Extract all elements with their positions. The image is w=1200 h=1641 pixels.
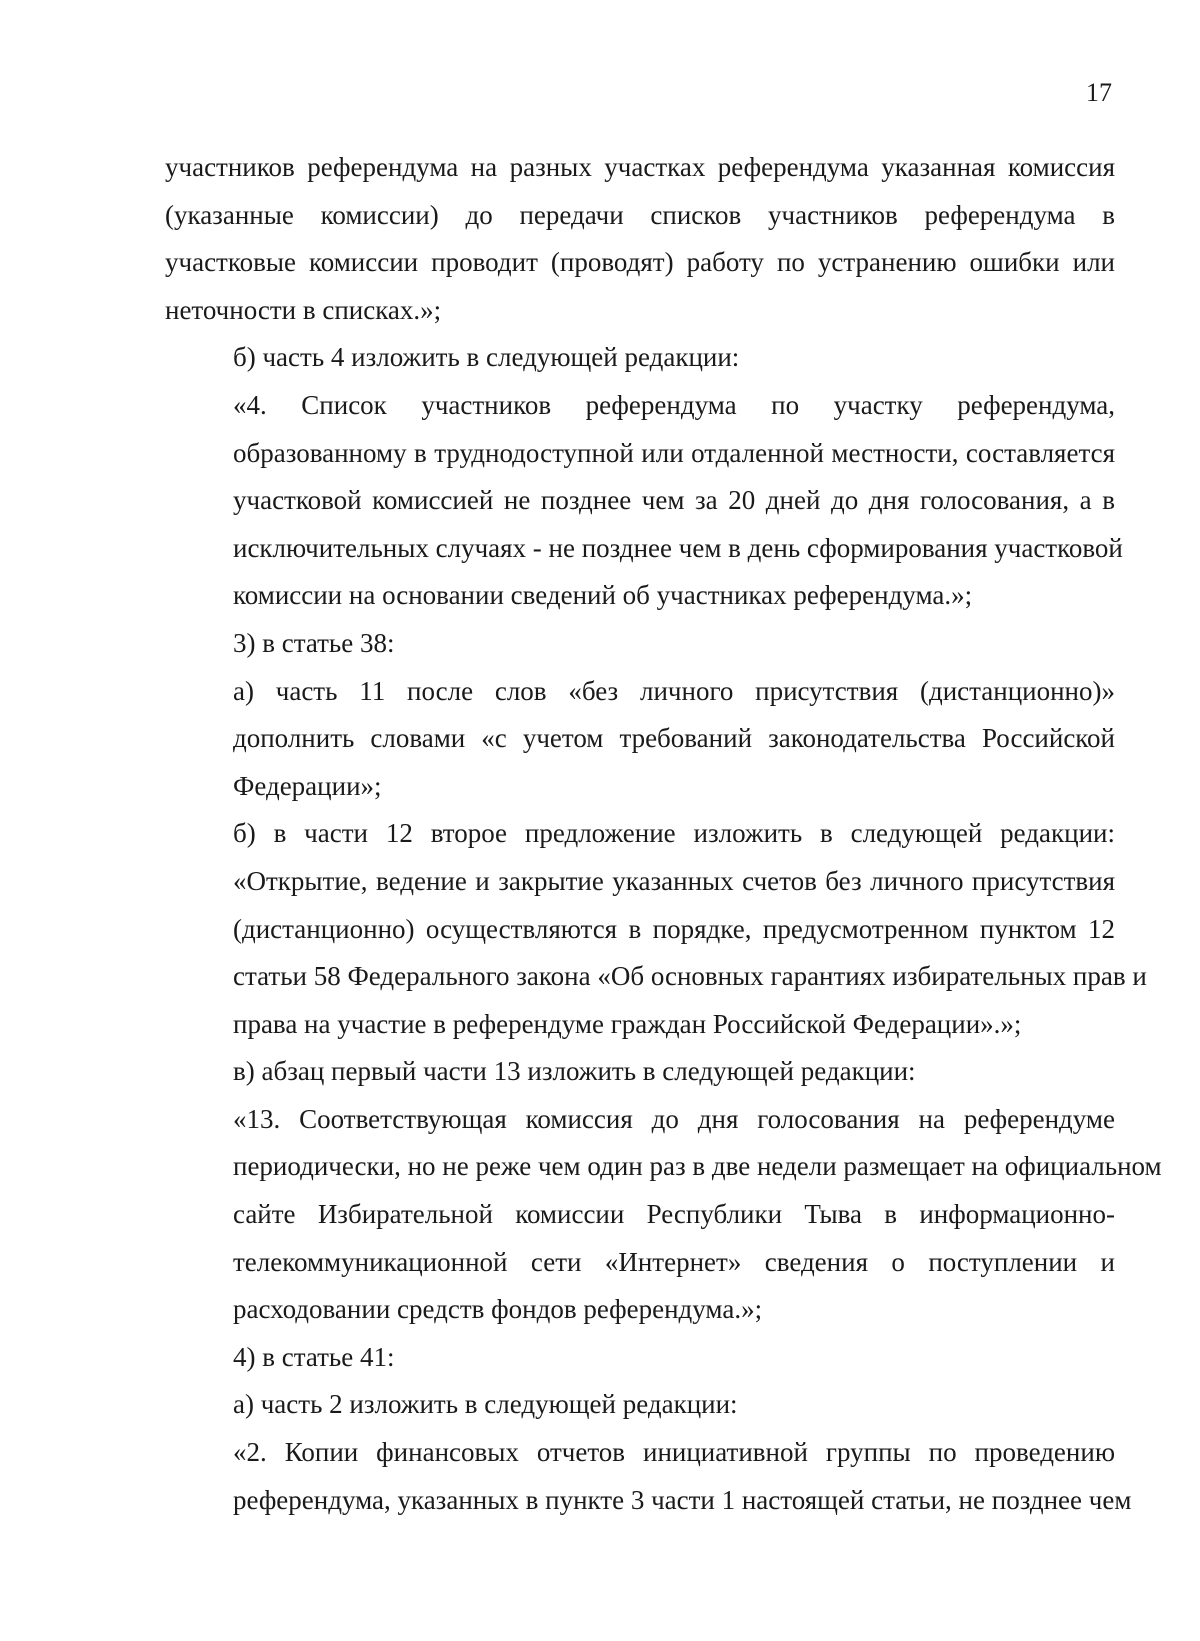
text-line: а) часть 11 после слов «без личного присутствия (дистанционно)» xyxy=(233,675,1115,706)
paragraph xyxy=(165,1334,1115,1382)
text-line: участковые комиссии проводит (проводят) работу по устранению ошибки или xyxy=(165,247,1115,278)
document-body xyxy=(165,144,1162,1524)
text-line: исключительных случаях - не позднее чем в день сформирования участковой xyxy=(233,532,1123,563)
paragraph xyxy=(165,810,1147,1048)
text-line: «2. Копии финансовых отчетов инициативной группы по проведению xyxy=(233,1437,1115,1468)
text-line: 3) в статье 38: xyxy=(233,627,395,658)
text-line: расходовании средств фондов референдума.»; xyxy=(233,1294,763,1325)
paragraph xyxy=(165,382,1123,620)
text-line: образованному в труднодоступной или отдаленной местности, составляется xyxy=(233,437,1115,468)
page-number: 17 xyxy=(1086,78,1112,107)
paragraph xyxy=(165,620,1115,668)
text-line: права на участие в референдуме граждан Российской Федерации».»; xyxy=(233,1008,1022,1039)
paragraph xyxy=(165,334,1115,382)
text-line: «4. Список участников референдума по участку референдума, xyxy=(233,389,1115,420)
text-line: участковой комиссией не позднее чем за 20 дней до дня голосования, а в xyxy=(233,485,1115,516)
text-line: сайте Избирательной комиссии Республики Тыва в информационно- xyxy=(233,1199,1115,1230)
text-line: телекоммуникационной сети «Интернет» сведения о поступлении и xyxy=(233,1246,1115,1277)
text-line: дополнить словами «с учетом требований законодательства Российской xyxy=(233,723,1115,754)
text-line: в) абзац первый части 13 изложить в следующей редакции: xyxy=(233,1056,916,1087)
text-line: «13. Соответствующая комиссия до дня голосования на референдуме xyxy=(233,1103,1115,1134)
text-line: референдума, указанных в пункте 3 части 1 настоящей статьи, не позднее чем xyxy=(233,1484,1132,1515)
paragraph xyxy=(165,144,1115,334)
text-line: (указанные комиссии) до передачи списков участников референдума в xyxy=(165,199,1115,230)
text-line: б) в части 12 второе предложение изложить в следующей редакции: xyxy=(233,818,1115,849)
paragraph xyxy=(165,1381,1115,1429)
text-line: комиссии на основании сведений об участниках референдума.»; xyxy=(233,580,973,611)
text-line: неточности в списках.»; xyxy=(165,294,442,325)
text-line: б) часть 4 изложить в следующей редакции: xyxy=(233,342,740,373)
paragraph xyxy=(165,1096,1162,1334)
text-line: статьи 58 Федерального закона «Об основных гарантиях избирательных прав и xyxy=(233,961,1147,992)
text-line: 4) в статье 41: xyxy=(233,1341,395,1372)
paragraph xyxy=(165,1048,1115,1096)
text-line: (дистанционно) осуществляются в порядке, предусмотренном пунктом 12 xyxy=(233,913,1115,944)
text-line: Федерации»; xyxy=(233,770,382,801)
paragraph xyxy=(165,1429,1132,1524)
text-line: периодически, но не реже чем один раз в две недели размещает на официальном xyxy=(233,1151,1162,1182)
text-line: «Открытие, ведение и закрытие указанных счетов без личного присутствия xyxy=(233,865,1115,896)
text-line: участников референдума на разных участках референдума указанная комиссия xyxy=(165,152,1115,182)
text-line: а) часть 2 изложить в следующей редакции: xyxy=(233,1389,738,1420)
paragraph xyxy=(165,668,1115,811)
